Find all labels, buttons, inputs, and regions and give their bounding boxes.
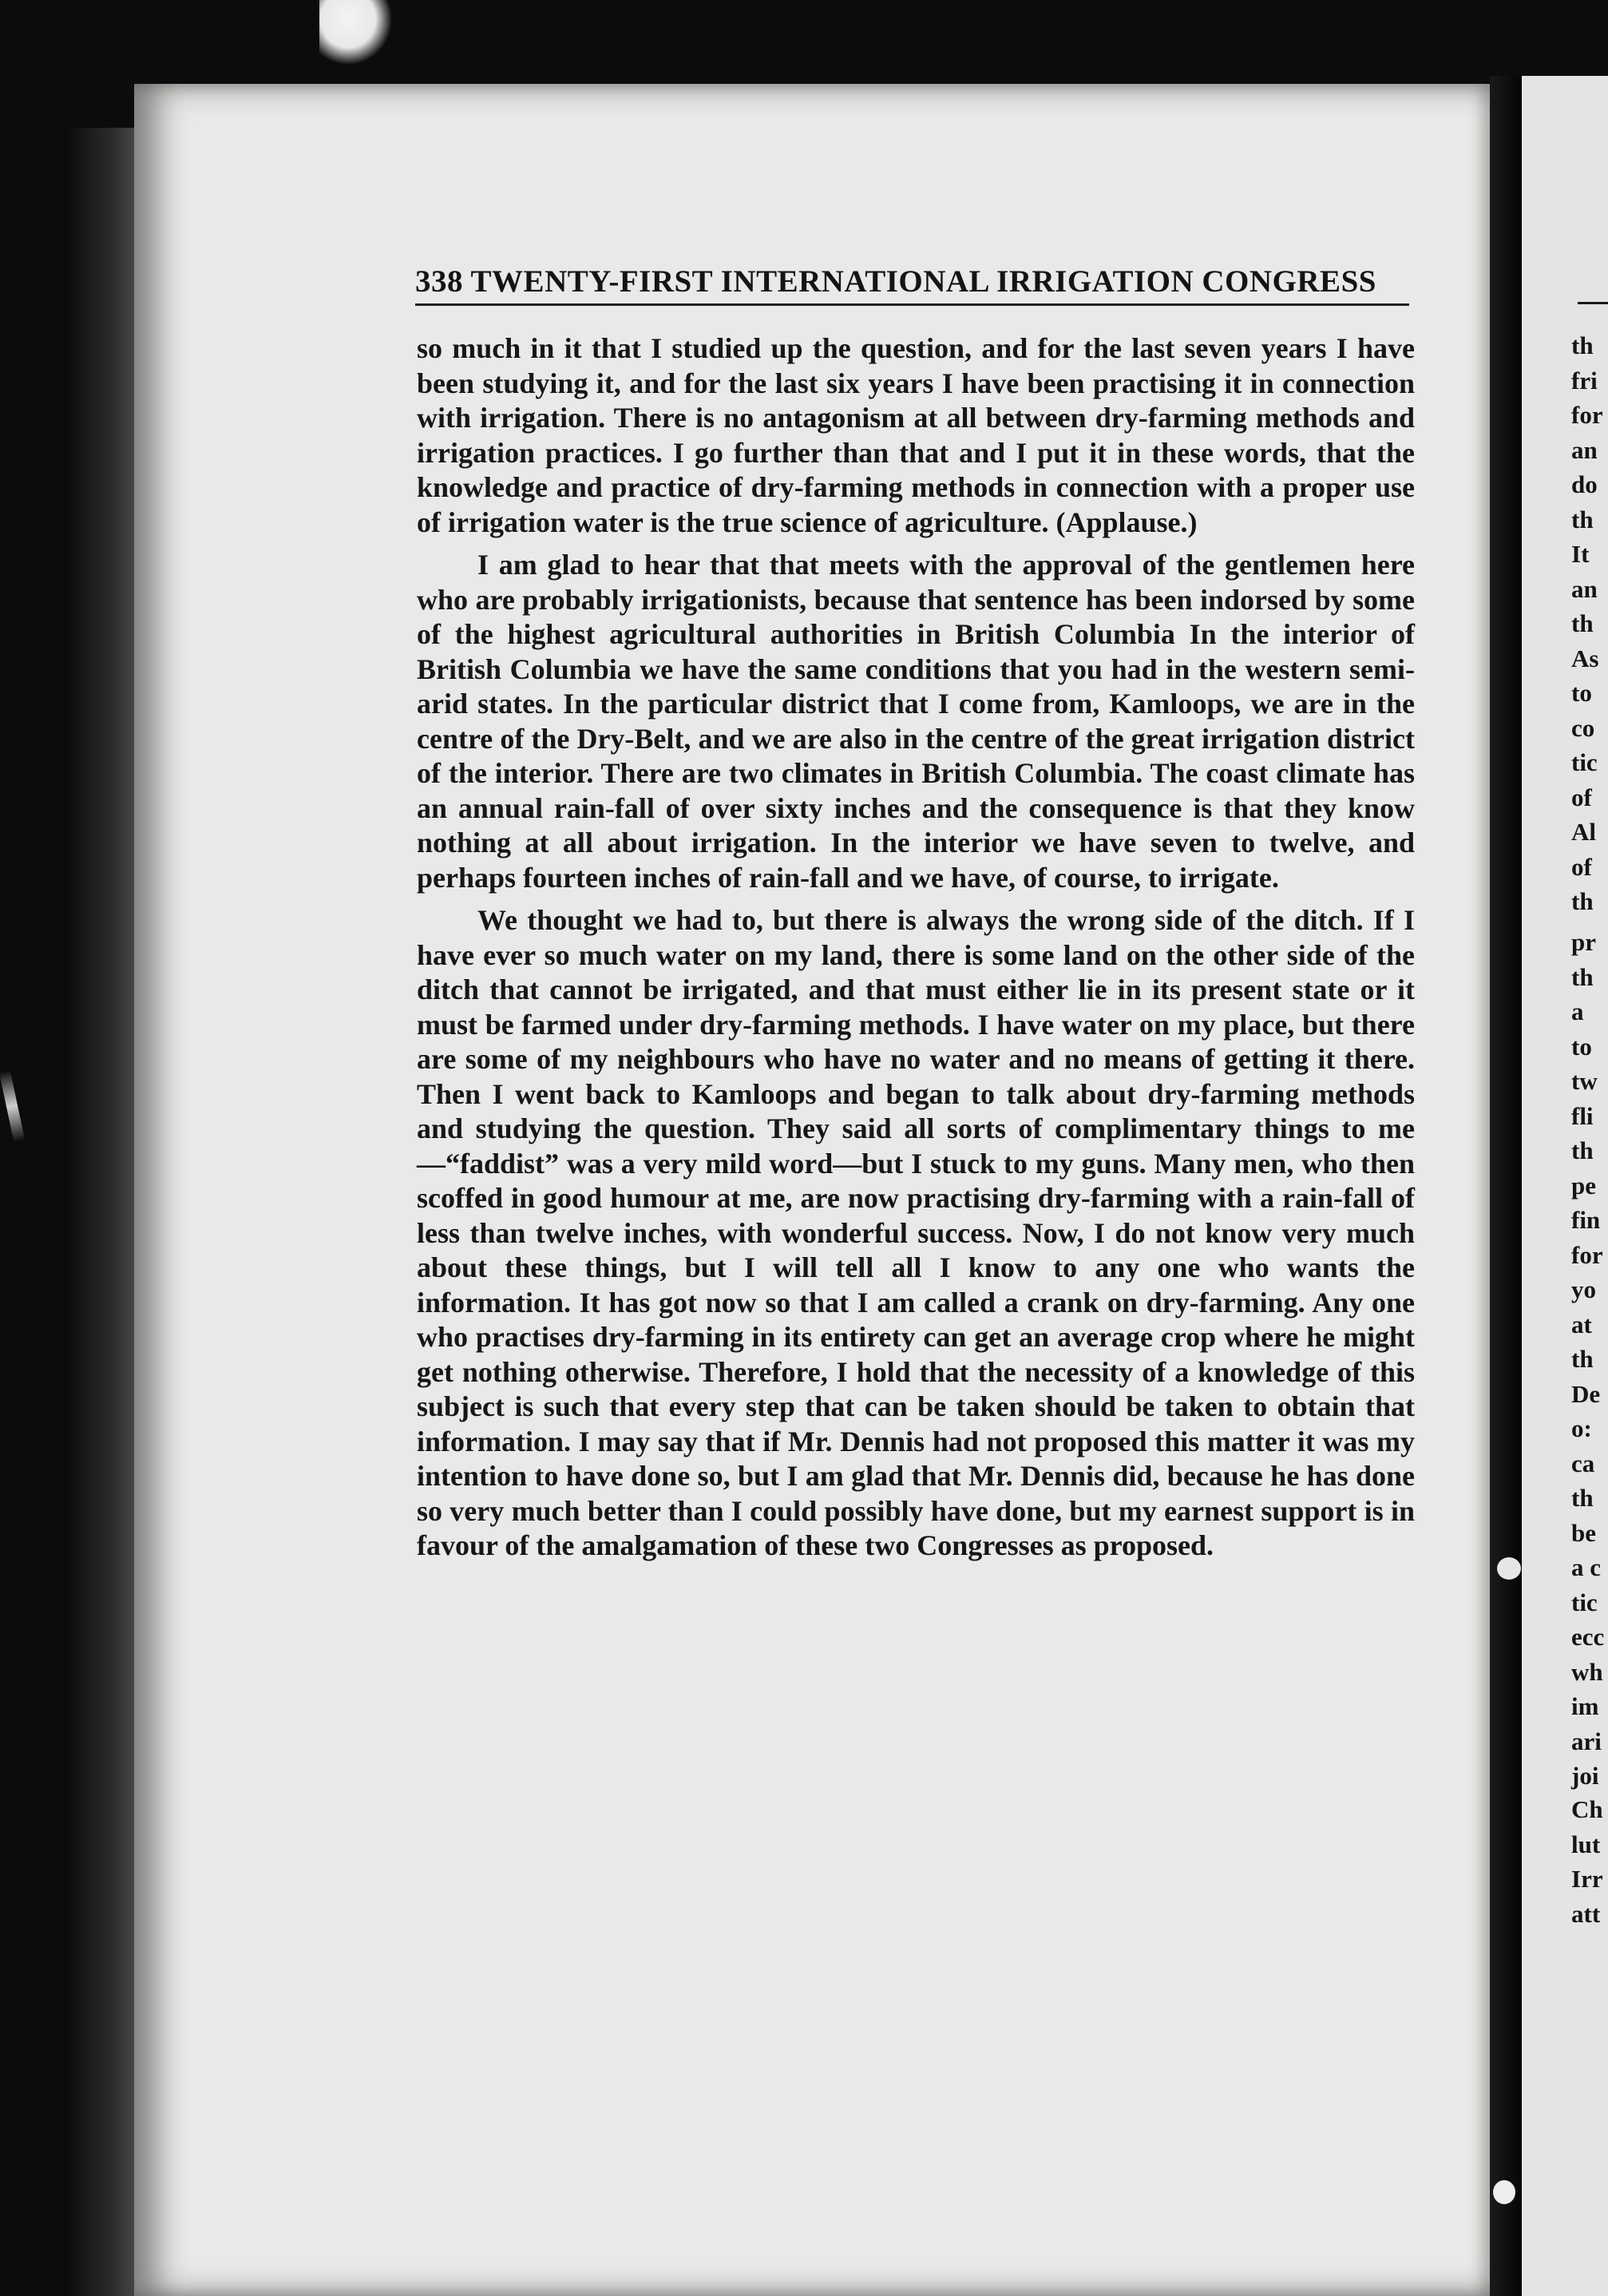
facing-page-fragment: ari bbox=[1571, 1727, 1602, 1755]
facing-page-edge bbox=[1522, 76, 1608, 2296]
facing-page-fragment: a bbox=[1571, 997, 1584, 1025]
facing-page-fragment: att bbox=[1571, 1899, 1601, 1928]
facing-page-fragment: o: bbox=[1571, 1414, 1592, 1442]
facing-page-fragment: th bbox=[1571, 505, 1594, 533]
page-number: 338 bbox=[415, 264, 463, 299]
scan-artifact-speck bbox=[319, 0, 391, 64]
header-rule bbox=[415, 303, 1409, 306]
facing-page-fragment: pe bbox=[1571, 1171, 1596, 1200]
facing-page-fragment: ecc bbox=[1571, 1623, 1605, 1651]
facing-page-fragment: It bbox=[1571, 540, 1590, 568]
facing-page-fragment: an bbox=[1571, 435, 1598, 464]
facing-page-fragment: fin bbox=[1571, 1206, 1601, 1234]
facing-page-fragment: do bbox=[1571, 470, 1598, 498]
facing-page-fragment: th bbox=[1571, 887, 1594, 915]
facing-page-fragment: an bbox=[1571, 574, 1598, 603]
scan-artifact-blob bbox=[1493, 2180, 1515, 2204]
facing-page-fragment: im bbox=[1571, 1692, 1599, 1720]
facing-page-fragment: at bbox=[1571, 1310, 1592, 1338]
page-body bbox=[417, 331, 1415, 1572]
running-head-title: TWENTY-FIRST INTERNATIONAL IRRIGATION CONGRESS bbox=[470, 264, 1376, 299]
facing-page-fragment: th bbox=[1571, 1345, 1594, 1373]
facing-page-fragment: th bbox=[1571, 1484, 1594, 1512]
facing-page-fragment: a c bbox=[1571, 1553, 1602, 1581]
facing-page-fragment: Irr bbox=[1571, 1865, 1603, 1893]
facing-page-fragment: tic bbox=[1571, 748, 1598, 776]
facing-page-fragment: tw bbox=[1571, 1067, 1598, 1095]
facing-page-fragment: ca bbox=[1571, 1449, 1595, 1477]
facing-page-fragment: th bbox=[1571, 962, 1594, 991]
facing-page-fragment: to bbox=[1571, 1032, 1592, 1061]
running-head bbox=[415, 264, 1405, 299]
scan-artifact-blob bbox=[1497, 1557, 1521, 1580]
facing-page-fragment: th bbox=[1571, 1136, 1594, 1164]
facing-page-fragment: th bbox=[1571, 609, 1594, 637]
facing-page-fragment: th bbox=[1571, 331, 1594, 359]
scan-artifact-streak bbox=[0, 1070, 25, 1143]
facing-page-fragment: Al bbox=[1571, 818, 1596, 846]
facing-page-fragment: pr bbox=[1571, 928, 1596, 956]
facing-page-fragment: for bbox=[1571, 401, 1603, 429]
facing-page-fragment: lut bbox=[1571, 1830, 1601, 1858]
facing-page-fragment: As bbox=[1571, 644, 1599, 672]
paragraph: I am glad to hear that that meets with the approval of the gentlemen here who are probably irrigationists, because that sentence has been indorsed by some of the highest agricultural authorities in British Columbia In the interior of British Columbia we have the same conditions that you had in the western semi-arid states. In the particular district that I come from, Kamloops, we are in the centre of the Dry-Belt, and we are also in the centre of the great irrigation district of the interior. There are two climates in British Columbia. The coast climate has an annual rain-fall of over sixty inches and the consequence is that they know nothing at all about irrigation. In the interior we have seven to twelve, and perhaps fourteen inches of rain-fall and we have, of course, to irrigate. bbox=[417, 549, 1415, 894]
facing-page-fragment: tic bbox=[1571, 1588, 1598, 1616]
facing-page-fragment: Ch bbox=[1571, 1795, 1603, 1823]
facing-page-fragment: co bbox=[1571, 713, 1595, 742]
facing-page-fragment: wh bbox=[1571, 1657, 1603, 1686]
facing-page-fragment: to bbox=[1571, 679, 1592, 707]
facing-page-fragment: of bbox=[1571, 852, 1592, 881]
paragraph: We thought we had to, but there is always the wrong side of the ditch. If I have ever so much water on my land, there is some land on the other side of the ditch that cannot be irrigated, and that must either lie in its present state or it must be farmed under dry-farming methods. I have water on my place, but there are some of my neighbours who have no water and no means of getting it there. Then I went back to Kamloops and began to talk about dry-farming methods and studying the question. They said all sorts of complimentary things to me—“faddist” was a very mild word—but I stuck to my guns. Many men, who then scoffed in good humour at me, are now practising dry-farming with a rain-fall of less than twelve inches, with wonderful success. Now, I do not know very much about these things, but I will tell all I know to any one who wants the information. It has got now so that I am called a crank on dry-farming. Any one who practises dry-farming in its entirety can get an average crop where he might get nothing otherwise. Therefore, I hold that the necessity of a knowledge of this subject is such that every step that can be taken should be taken to obtain that information. I may say that if Mr. Dennis had not proposed this matter it was my intention to have done so, but I am glad that Mr. Dennis did, because he has done so very much better than I could possibly have done, but my earnest support is in favour of the amalgamation of these two Congresses as proposed. bbox=[417, 904, 1415, 1561]
facing-page-fragment: for bbox=[1571, 1240, 1603, 1269]
facing-page-fragment: De bbox=[1571, 1379, 1601, 1408]
facing-page-rule bbox=[1578, 302, 1608, 304]
paragraph-continued: so much in it that I studied up the question, and for the last seven years I have been studying it, and for the last six years I have been practising it in connection with irrigation. There is no antagonism at all between dry-farming methods and irrigation practices. I go further than that and I put it in these words, that the knowledge and practice of dry-farming methods in connection with a proper use of irrigation water is the true science of agriculture. (Applause.) bbox=[417, 332, 1415, 538]
binding-shadow bbox=[1490, 76, 1522, 2296]
facing-page-fragment: fli bbox=[1571, 1101, 1594, 1130]
page-gutter-shadow bbox=[67, 128, 139, 2296]
facing-page-fragment: fri bbox=[1571, 366, 1598, 395]
facing-page-fragment: be bbox=[1571, 1518, 1596, 1547]
facing-page-fragment: joi bbox=[1571, 1762, 1599, 1790]
facing-page-fragment: yo bbox=[1571, 1275, 1596, 1303]
facing-page-fragment: of bbox=[1571, 783, 1592, 811]
